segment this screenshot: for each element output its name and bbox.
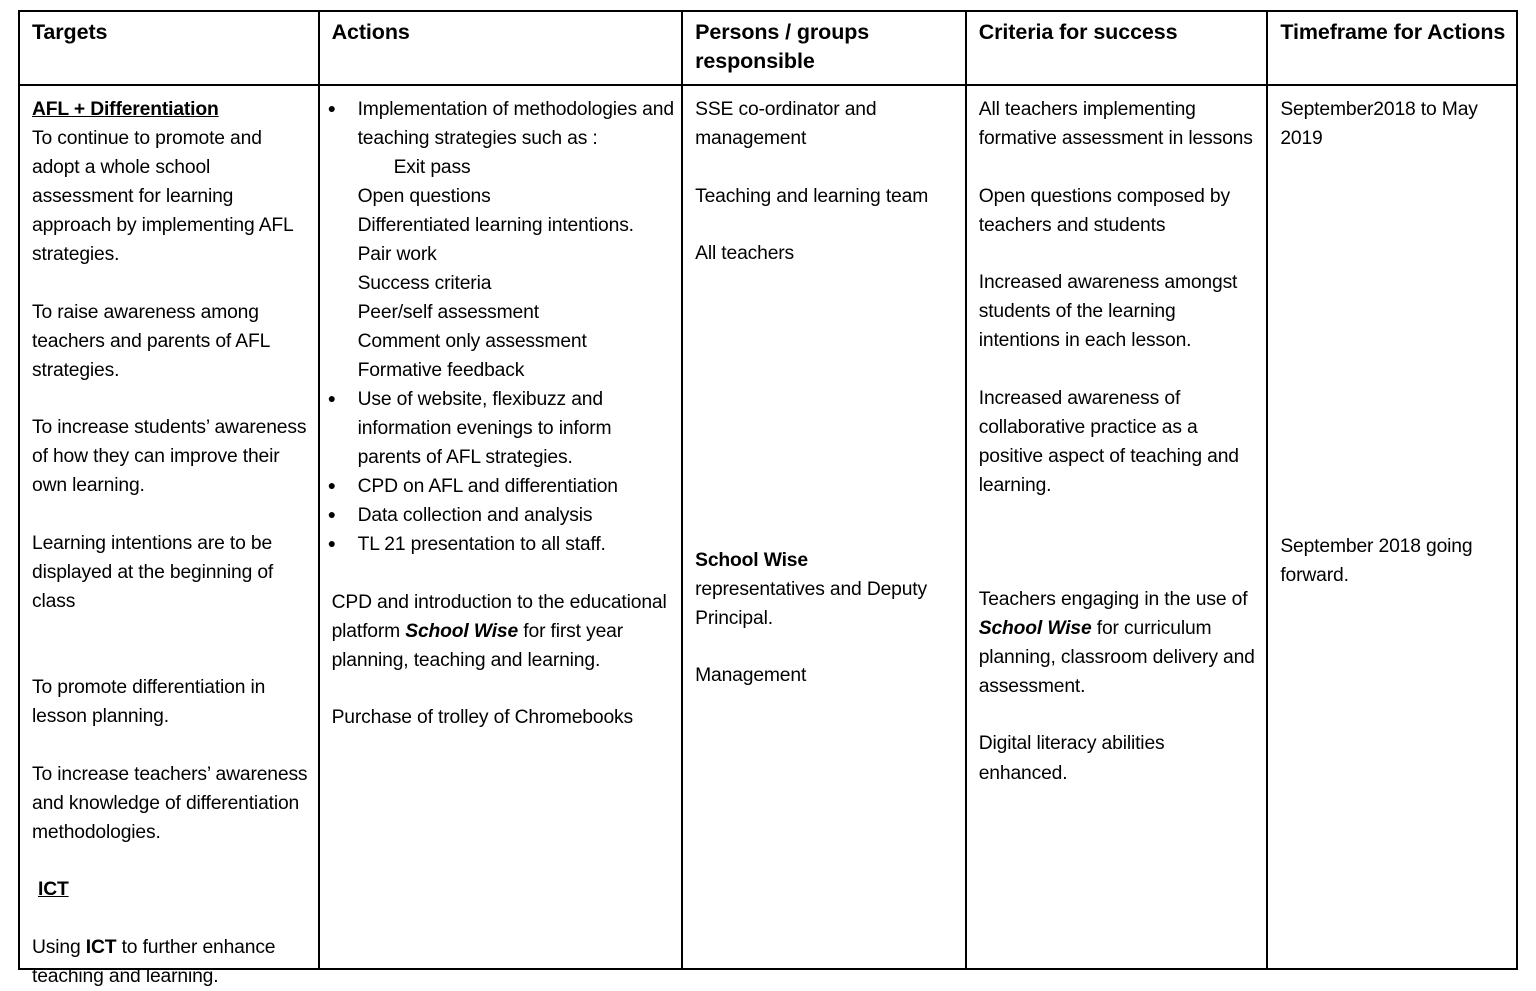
table-body	[20, 86, 1516, 987]
targets-paragraph-5: To promote differentiation in lesson planning.	[32, 676, 266, 727]
actions-cpd-schoolwise-paragraph	[332, 588, 676, 675]
criteria-row2-after: for curriculum planning, classroom delivery and assessment.	[978, 617, 1255, 697]
actions-chromebooks-paragraph: Purchase of trolley of Chromebooks	[331, 707, 633, 729]
persons-row1-paragraph-1: SSE co-ordinator and management	[695, 99, 877, 150]
timeframe-row1: September2018 to May 2019	[1280, 99, 1478, 150]
criteria-row1-paragraph-2: Open questions composed by teachers and students	[978, 185, 1230, 236]
timeframe-block-row1	[1268, 86, 1516, 153]
targets-paragraph-1: To continue to promote and adopt a whole school assessment for learning approach by implementing AFL strategies.	[32, 128, 293, 266]
actions-item-formative-feedback: Formative feedback	[357, 360, 525, 382]
actions-bullet-item: ● Implementation of methodologies and teaching strategies such as :	[320, 95, 676, 153]
persons-row2-brand: School Wise	[695, 549, 808, 571]
actions-bullet-item: ● TL 21 presentation to all staff.	[320, 530, 676, 559]
targets-heading-ict	[32, 875, 308, 904]
timeframe-row2: September 2018 going forward.	[1280, 535, 1473, 586]
actions-bullet-list-2	[320, 385, 676, 559]
cell-timeframe	[1268, 86, 1516, 968]
targets-paragraph-7-before: Using	[32, 936, 86, 958]
persons-row1-paragraph-3: All teachers	[695, 243, 795, 265]
targets-paragraph-7	[32, 933, 308, 991]
improvement-plan-table	[18, 10, 1518, 987]
actions-item-open-questions: Open questions	[357, 186, 491, 208]
persons-block-row1	[683, 86, 965, 268]
actions-cpd-before: CPD and introduction to the educational platform	[331, 591, 667, 642]
criteria-row2-before: Teachers engaging in the use of	[978, 588, 1248, 610]
timeframe-block-row2	[1268, 532, 1516, 590]
targets-paragraph-7-bold: ICT	[85, 936, 117, 958]
targets-heading-afl	[32, 95, 308, 124]
targets-paragraph-2: To raise awareness among teachers and parents of AFL strategies.	[32, 301, 270, 381]
actions-cpd-after: for first year planning, teaching and learning.	[331, 620, 623, 671]
cell-persons	[683, 86, 967, 968]
targets-heading-ict-text: ICT	[38, 879, 69, 901]
column-header-targets: Targets	[20, 12, 320, 84]
column-header-timeframe: Timeframe for Actions	[1280, 20, 1506, 44]
cell-targets	[20, 86, 320, 987]
actions-bullet-item: ● CPD on AFL and differentiation	[320, 472, 676, 501]
actions-sub-item-exit-pass: Exit pass	[393, 157, 471, 179]
persons-row1-paragraph-2: Teaching and learning team	[695, 185, 929, 207]
actions-bullet-item: ● Data collection and analysis	[320, 501, 676, 530]
criteria-row1-paragraph-1: All teachers implementing formative assessment in lessons	[978, 99, 1253, 150]
actions-item-peer-self-assessment: Peer/self assessment	[357, 302, 539, 324]
criteria-block-row1	[967, 86, 1267, 500]
actions-item-differentiated-learning-intentions: Differentiated learning intentions.	[357, 215, 634, 237]
cell-criteria	[967, 86, 1269, 968]
actions-cpd-brand: School Wise	[405, 620, 519, 642]
criteria-block-row2	[967, 585, 1267, 788]
actions-item-comment-only-assessment: Comment only assessment	[357, 331, 587, 353]
persons-block-row2	[683, 546, 965, 691]
persons-row2-rest: representatives and Deputy Principal.	[695, 578, 928, 629]
column-header-actions: Actions	[320, 12, 684, 84]
table-header-row	[20, 12, 1516, 86]
targets-paragraph-6: To increase teachers’ awareness and knowledge of differentiation methodologies.	[32, 763, 308, 843]
actions-bullet-list	[320, 95, 676, 153]
targets-paragraph-3: To increase students’ awareness of how they can improve their own learning.	[32, 417, 307, 497]
criteria-row2-paragraph-1	[979, 585, 1257, 701]
cell-actions	[320, 86, 684, 968]
persons-row2-paragraph-1	[695, 546, 955, 633]
targets-paragraph-4: Learning intentions are to be displayed at the beginning of class	[32, 532, 274, 612]
column-header-criteria: Criteria for success	[967, 12, 1269, 84]
actions-item-pair-work: Pair work	[357, 244, 437, 266]
targets-paragraph-7-after: to further enhance teaching and learning.	[32, 936, 276, 987]
criteria-row2-brand: School Wise	[978, 617, 1092, 639]
actions-item-success-criteria: Success criteria	[357, 273, 492, 295]
targets-heading-afl-text: AFL + Differentiation	[32, 99, 219, 120]
actions-bullet-item: ● Use of website, flexibuzz and information evenings to inform parents of AFL strategies.	[320, 385, 676, 472]
criteria-row2-paragraph-2: Digital literacy abilities enhanced.	[978, 733, 1165, 784]
column-header-persons: Persons / groups responsible	[683, 12, 967, 84]
criteria-row1-paragraph-4: Increased awareness of collaborative practice as a positive aspect of teaching and learning.	[978, 387, 1239, 496]
criteria-row1-paragraph-3: Increased awareness amongst students of the learning intentions in each lesson.	[978, 272, 1238, 352]
persons-row2-paragraph-2: Management	[695, 665, 807, 687]
